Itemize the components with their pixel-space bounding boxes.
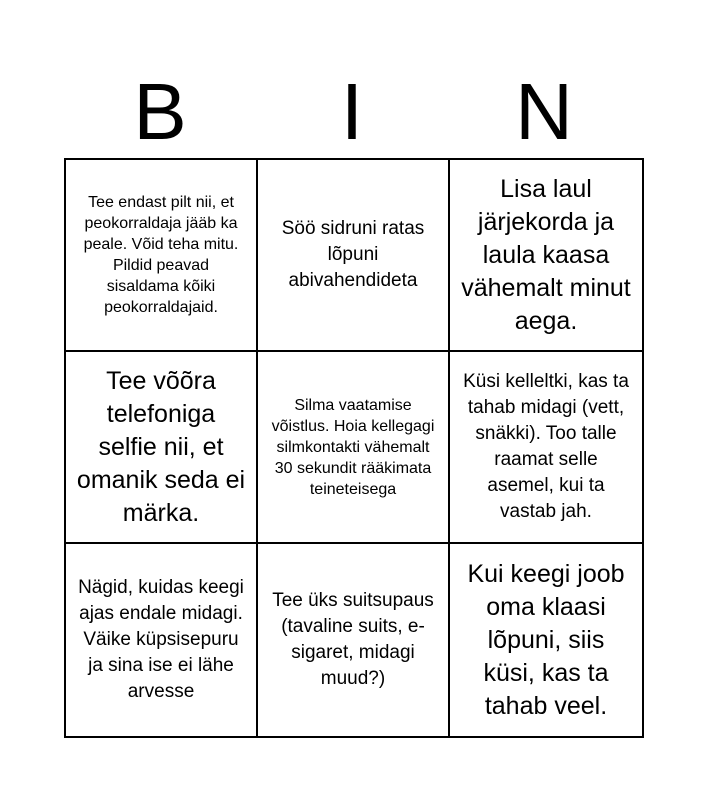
bingo-header [64,66,641,158]
bingo-cell[interactable] [66,160,258,352]
bingo-cell[interactable] [258,160,450,352]
bingo-cell[interactable] [66,352,258,544]
bingo-cell[interactable] [450,544,642,736]
bingo-cell-text: Tee võõra telefoniga selfie nii, et omanik seda ei märka. [76,366,246,527]
bingo-cell-text: Tee üks suitsupaus (tavaline suits, e-sigaret, midagi muud?) [272,590,434,689]
header-letter-n: N [515,67,573,156]
bingo-cell-text: Silma vaatamise võistlus. Hoia kellegagi silmkontakti vähemalt 30 sekundit rääkimata teineteisega [271,396,435,498]
bingo-grid [64,158,644,738]
bingo-cell[interactable] [450,160,642,352]
bingo-cell-text: Nägid, kuidas keegi ajas endale midagi. Väike küpsisepuru ja sina ise ei lähe arvesse [78,577,244,702]
bingo-cell-text: Kui keegi joob oma klaasi lõpuni, siis küsi, kas ta tahab veel. [467,559,625,720]
bingo-cell-text: Söö sidruni ratas lõpuni abivahendideta [281,218,425,291]
bingo-cell-text: Tee endast pilt nii, et peokorraldaja jääb ka peale. Võid teha mitu. Pildid peavad sisaldama kõiki peokorraldajaid. [83,194,239,316]
header-letter-b: B [133,67,187,156]
bingo-cell[interactable] [66,544,258,736]
bingo-cell-text: Küsi kelleltki, kas ta tahab midagi (vett, snäkki). Too talle raamat selle asemel, kui ta vastab jah. [463,371,629,522]
header-letter-i: I [340,67,364,156]
bingo-cell-text: Lisa laul järjekorda ja laula kaasa vähemalt minut aega. [461,174,631,335]
bingo-cell[interactable] [258,352,450,544]
bingo-cell[interactable] [450,352,642,544]
bingo-cell[interactable] [258,544,450,736]
